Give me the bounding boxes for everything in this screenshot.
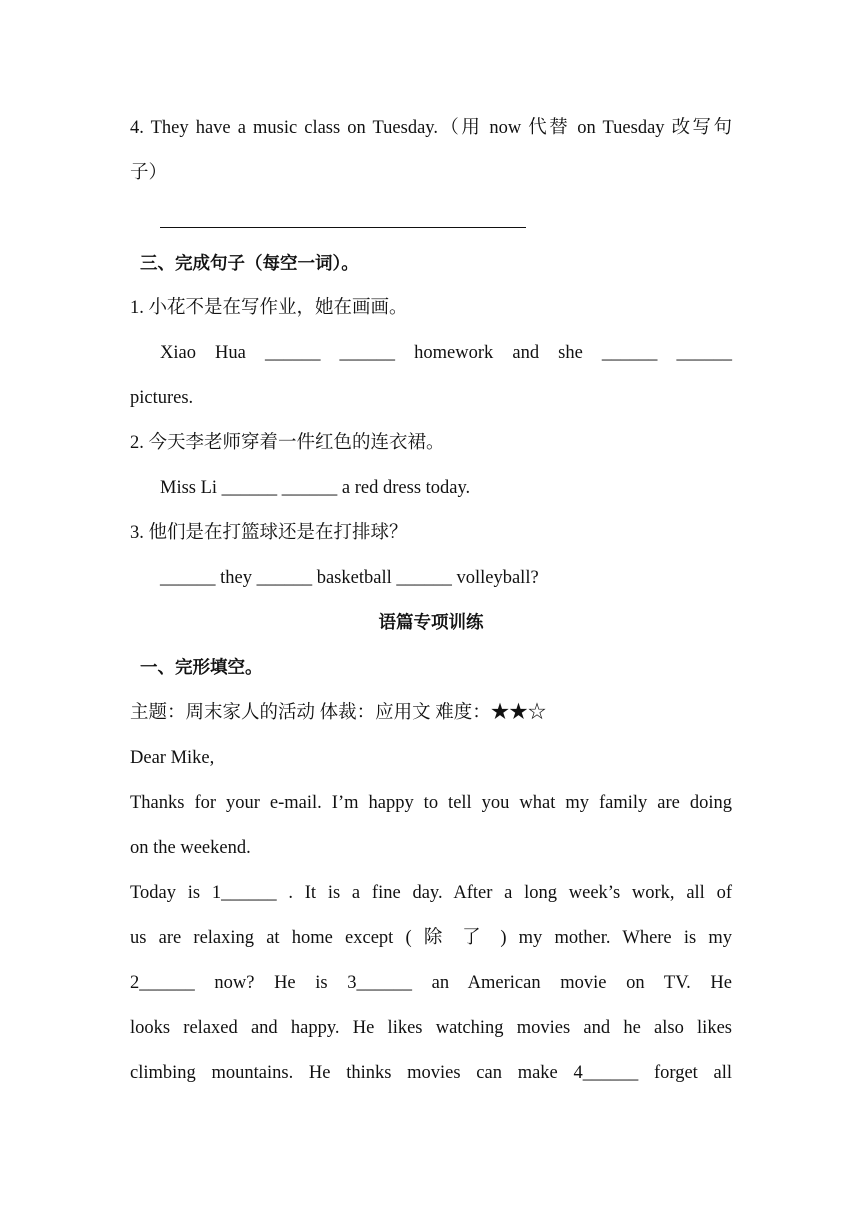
section3-title: 三、完成句子（每空一词）。 xyxy=(140,254,359,274)
cloze-title: 一、完形填空。 xyxy=(140,658,263,678)
item4-question-line2: 子） xyxy=(130,163,168,183)
q1-chinese: 1. 小花不是在写作业，她在画画。 xyxy=(130,298,408,318)
passage-line: looks relaxed and happy. He likes watching movies and he also likes xyxy=(130,1018,732,1038)
item4-question-line1: 4. They have a music class on Tuesday.（用 now 代替 on Tuesday 改写句 xyxy=(130,118,732,138)
answer-line xyxy=(160,227,526,228)
q1-english-line2: pictures. xyxy=(130,388,194,408)
q3-english: ______ they ______ basketball ______ volleyball? xyxy=(160,568,539,588)
q2-english: Miss Li ______ ______ a red dress today. xyxy=(160,478,471,498)
reading-title: 语篇专项训练 xyxy=(378,613,484,633)
passage-line: climbing mountains. He thinks movies can make 4______ forget all xyxy=(130,1063,732,1083)
passage-line: 2______ now? He is 3______ an American movie on TV. He xyxy=(130,973,732,993)
cloze-meta: 主题：周末家人的活动 体裁：应用文 难度：★★☆ xyxy=(130,703,547,723)
passage-line: on the weekend. xyxy=(130,838,251,858)
passage-line: Thanks for your e-mail. I’m happy to tell you what my family are doing xyxy=(130,793,732,813)
passage-line: Today is 1______ . It is a fine day. After a long week’s work, all of xyxy=(130,883,732,903)
letter-greeting: Dear Mike, xyxy=(130,748,215,768)
q3-chinese: 3. 他们是在打篮球还是在打排球？ xyxy=(130,523,408,543)
q1-english-line1: Xiao Hua ______ ______ homework and she ______ ______ xyxy=(160,343,732,363)
q2-chinese: 2. 今天李老师穿着一件红色的连衣裙。 xyxy=(130,433,445,453)
passage-line: us are relaxing at home except ( 除 了 ) my mother. Where is my xyxy=(130,928,732,948)
